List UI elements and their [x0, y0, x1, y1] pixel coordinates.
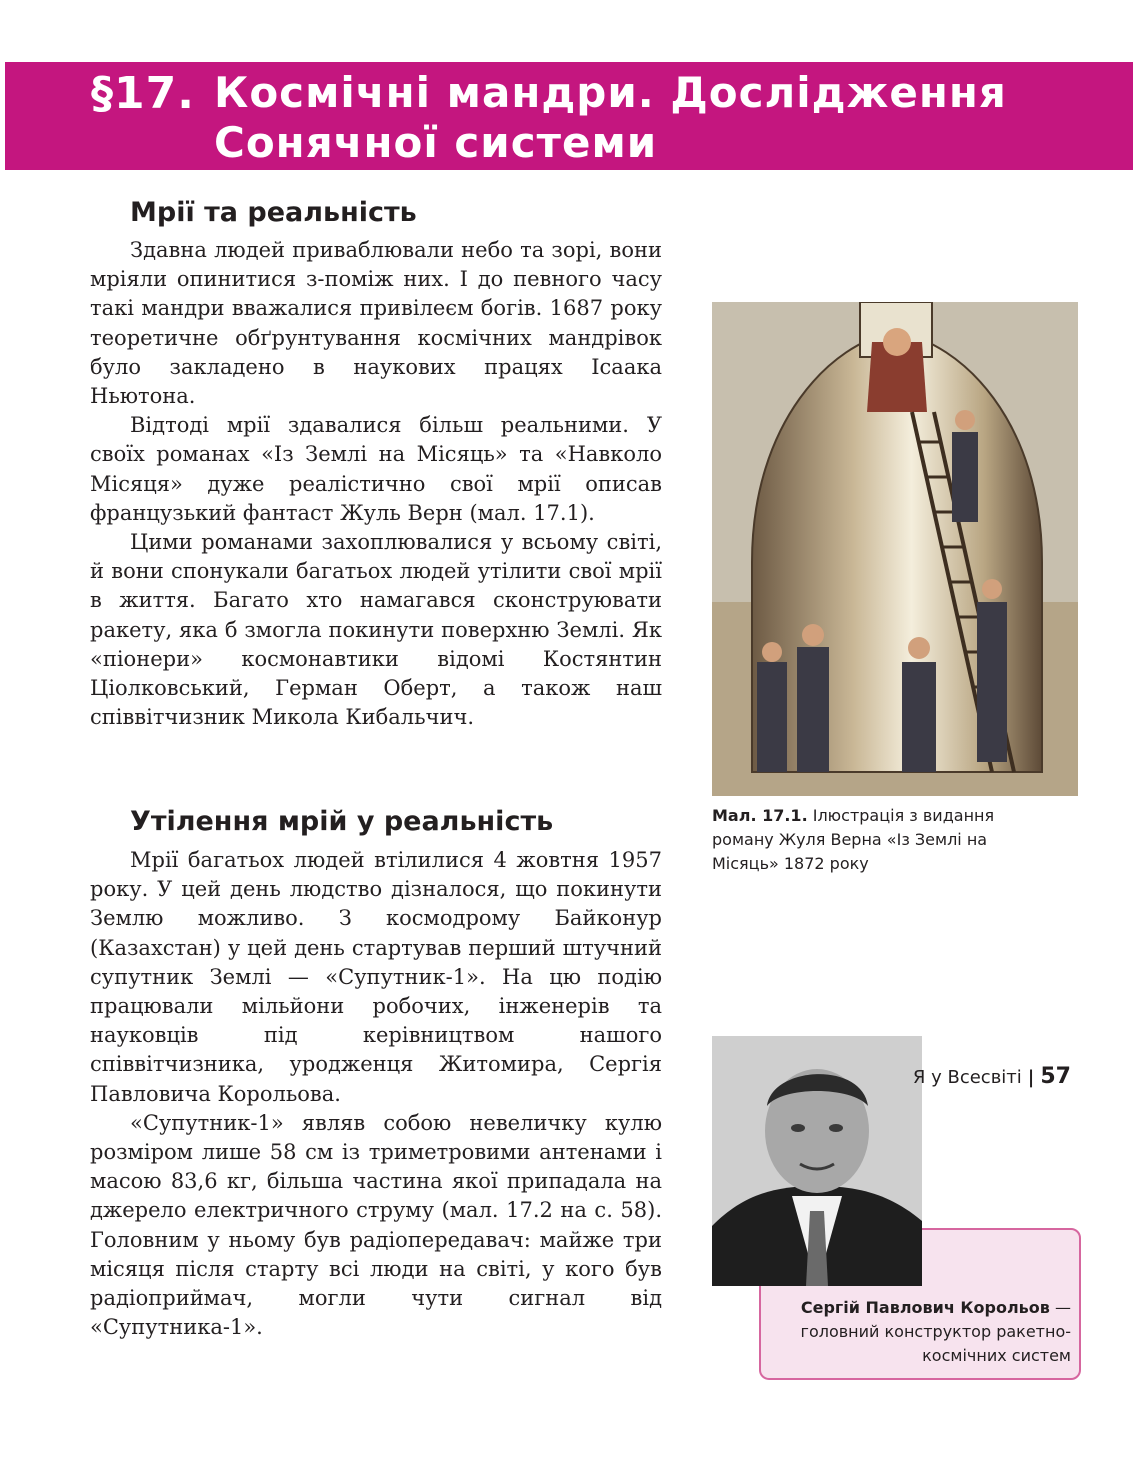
jules-verne-illustration	[712, 302, 1078, 796]
portrait-caption	[765, 1296, 1071, 1368]
section-number: §17.	[91, 68, 195, 119]
figure-caption-text: Ілюстрація з видання роману Жуля Верна «Із Землі на Місяць» 1872 року	[712, 806, 995, 873]
portrait-description: — головний конструктор ракетно-космічних систем	[800, 1298, 1071, 1365]
section-body-dreams	[90, 236, 662, 732]
figure-label: Мал. 17.1.	[712, 806, 808, 825]
page-footer	[913, 1064, 1071, 1089]
chapter-title-line2: Сонячної системи	[214, 118, 658, 167]
section-heading-dreams: Мрії та реальність	[130, 197, 417, 228]
paragraph: Відтоді мрії здавалися більш реальними. У своїх романах «Із Землі на Місяць» та «Навколо Місяця» дуже реалістично свої мрії описав французький фантаст Жуль Верн (мал. 17.1).	[90, 413, 662, 525]
page-number: 57	[1040, 1064, 1071, 1089]
portrait-image	[712, 1036, 922, 1286]
section-body-realization	[90, 846, 662, 1342]
portrait-name: Сергій Павлович Корольов	[800, 1298, 1050, 1317]
paragraph: «Супутник-1» являв собою невеличку кулю розміром лише 58 см із триметровими антенами і масою 83,6 кг, більша частина якої припадала на джерело електричного струму (мал. 17.2 на с. 58). Головним у ньому був радіопередавач: майже три місяця після старту всі люди на світі, у кого був радіоприймач, могли чути сигнал від «Супутника-1».	[90, 1110, 662, 1340]
chapter-banner	[5, 62, 1133, 170]
korolev-portrait-photo	[712, 1036, 922, 1286]
section-heading-realization: Утілення мрій у реальність	[130, 806, 554, 837]
paragraph: Цими романами захоплювалися у всьому світі, й вони спонукали багатьох людей утілити свої мрії в життя. Багато хто намагався сконструювати ракету, яка б змогла покинути поверхню Землі. Як «піонери» космонавтики відомі Костянтин Ціолковський, Герман Оберт, а також наш співвітчизник Микола Кибальчич.	[90, 530, 662, 730]
book-title: Я у Всесвіті	[912, 1067, 1022, 1088]
projectile-engraving-image	[712, 302, 1078, 796]
footer-separator: |	[1027, 1067, 1035, 1088]
figure-caption	[712, 804, 1052, 876]
chapter-title	[214, 68, 1114, 168]
paragraph: Здавна людей приваблювали небо та зорі, вони мріяли опинитися з-поміж них. І до певного часу такі мандри вважалися привілеєм богів. 1687 року теоретичне обґрунтування космічних мандрівок було закладено в наукових працях Ісаака Ньютона.	[90, 238, 662, 409]
chapter-title-line1: Космічні мандри. Дослідження	[214, 68, 1007, 117]
paragraph: Мрії багатьох людей втілилися 4 жовтня 1957 року. У цей день людство дізналося, що покинути Землю можливо. З космодрому Байконур (Казахстан) у цей день стартував перший штучний супутник Землі — «Супутник-1». На цю подію працювали мільйони робочих, інженерів та науковців під керівництвом нашого співвітчизника, уродженця Житомира, Сергія Павловича Корольова.	[90, 848, 662, 1106]
